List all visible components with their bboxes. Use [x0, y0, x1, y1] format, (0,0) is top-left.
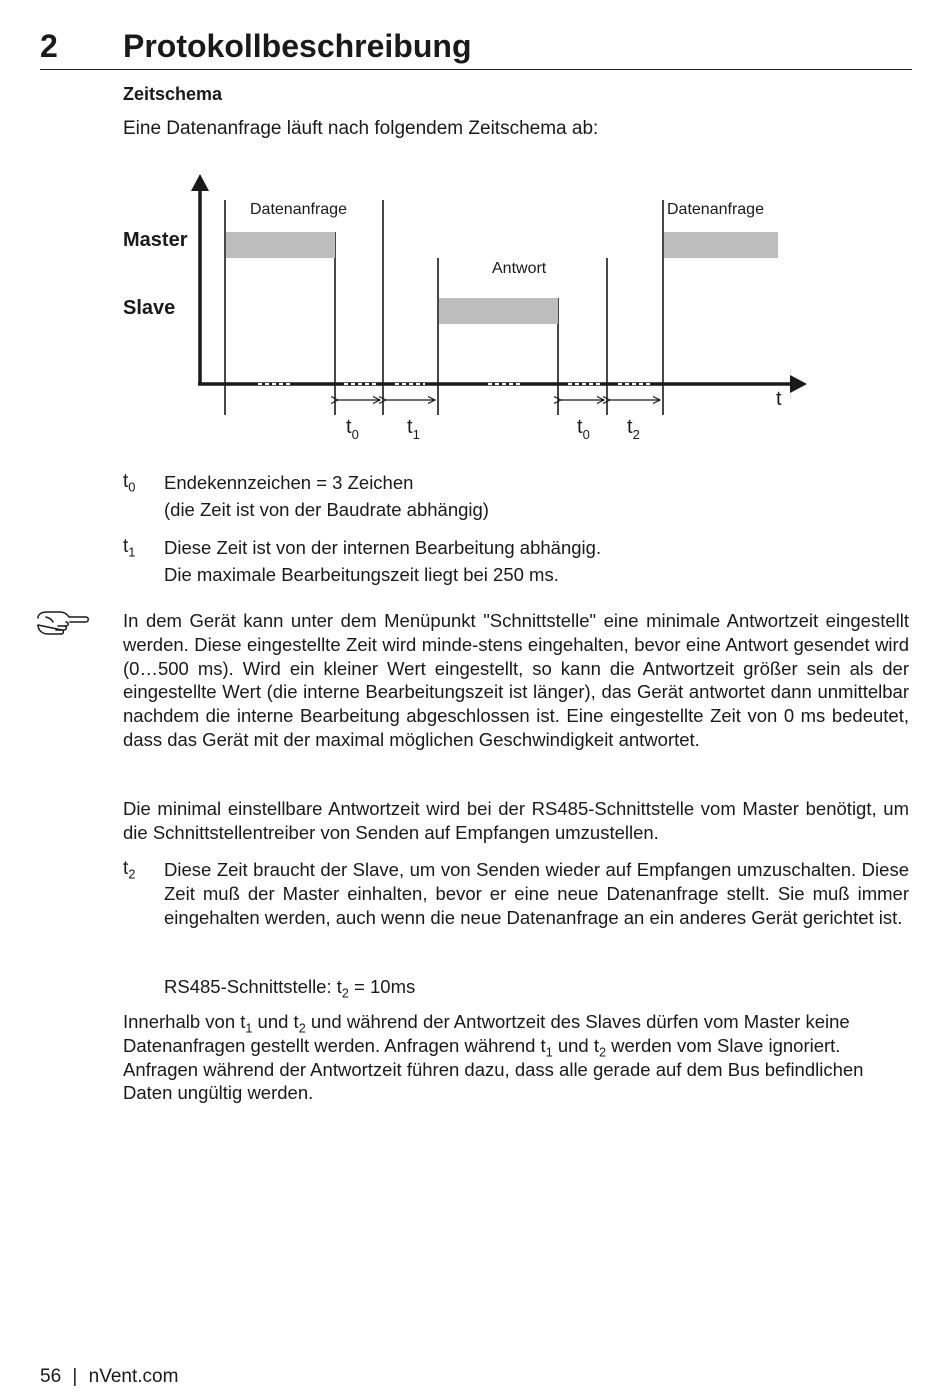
- x-axis-arrow: [790, 375, 807, 393]
- closing-paragraph: Innerhalb von $t_1$ und $t_2$ und während der Antwortzeit des Slaves dürfen vom Master keine Datenanfragen gestellt werden. Anfragen während $t_1$ und $t_2$ werden vom Slave ignoriert. Anfragen während der Antwortzeit führen dazu, dass alle gerade auf dem Bus befindlichen Daten ungültig werden.: [123, 1011, 864, 1104]
- y-axis-arrow: [191, 174, 209, 191]
- definition-symbol-t1: $t_1$: [123, 536, 136, 560]
- request-label-1: Datenanfrage: [250, 201, 347, 218]
- page-title: Protokollbeschreibung: [123, 28, 472, 64]
- time-axis-label: t: [776, 388, 782, 410]
- master-label: Master: [123, 229, 188, 251]
- definition-t1-line1: Diese Zeit ist von der internen Bearbeitung abhängig.: [164, 537, 602, 558]
- definition-t0-line2: (die Zeit ist von der Baudrate abhängig): [164, 498, 489, 520]
- pointing-hand-icon: [36, 609, 90, 637]
- page-number: 56: [40, 1366, 62, 1387]
- timing-diagram: [0, 0, 950, 460]
- footer-site-link[interactable]: nVent.com: [88, 1366, 179, 1387]
- master-request-bar-2: [664, 232, 778, 258]
- definition-t1-line2: Die maximale Bearbeitungszeit liegt bei 250 ms.: [164, 563, 559, 585]
- note-text: In dem Gerät kann unter dem Menüpunkt "Schnittstelle" eine minimale Antwortzeit eingestellt werden. Diese eingestellte Zeit wird minde-stens eingehalten, bevor eine Antwort gesendet wird (0…500 ms). Wird ein kleiner Wert eingestellt, so kann die Antwortzeit größer sein als der eingestellte Wert (die interne Bearbeitungszeit ist länger), das Gerät antwortet dann unmittelbar nachdem die interne Bearbeitung abgeschlossen ist. Eine eingestellte Zeit von 0 ms bedeutet, dass das Gerät mit der maximal möglichen Geschwindigkeit antwortet.: [123, 610, 909, 750]
- slave-response-bar: [439, 298, 558, 324]
- definition-t1: [164, 536, 904, 587]
- intro-text: Eine Datenanfrage läuft nach folgendem Zeitschema ab:: [123, 118, 599, 139]
- interval-label-t0-first: $t_0$: [346, 416, 359, 442]
- definition-t0-line1: Endekennzeichen = 3 Zeichen: [164, 472, 414, 493]
- interval-label-t2: $t_2$: [627, 416, 640, 442]
- request-label-2: Datenanfrage: [667, 201, 764, 218]
- response-label: Antwort: [492, 260, 547, 277]
- interval-label-t0-second: $t_0$: [577, 416, 590, 442]
- section-title: Zeitschema: [123, 84, 223, 104]
- footer-separator: |: [72, 1366, 78, 1387]
- definition-symbol-t2: $t_2$: [123, 858, 136, 882]
- slave-label: Slave: [123, 297, 176, 319]
- footer: [40, 1366, 178, 1388]
- interval-label-t1: $t_1$: [407, 416, 420, 442]
- definition-symbol-t0: $t_0$: [123, 471, 136, 495]
- master-request-bar-1: [226, 232, 335, 258]
- rs485-note: Die minimal einstellbare Antwortzeit wird bei der RS485-Schnittstelle vom Master benötigt, um die Schnittstellentreiber von Senden auf Empfangen umzustellen.: [123, 798, 909, 843]
- definition-t0: [164, 471, 904, 522]
- rs485-value: RS485-Schnittstelle: $t_2 = 10ms$: [164, 976, 416, 1001]
- chapter-number: 2: [40, 28, 58, 64]
- definition-t2: Diese Zeit braucht der Slave, um von Senden wieder auf Empfangen umzuschalten. Diese Zeit muß der Master einhalten, bevor er eine neue Datenanfrage stellt. Sie muß immer eingehalten werden, auch wenn die neue Datenanfrage an ein anderes Gerät gerichtet ist.: [164, 859, 909, 928]
